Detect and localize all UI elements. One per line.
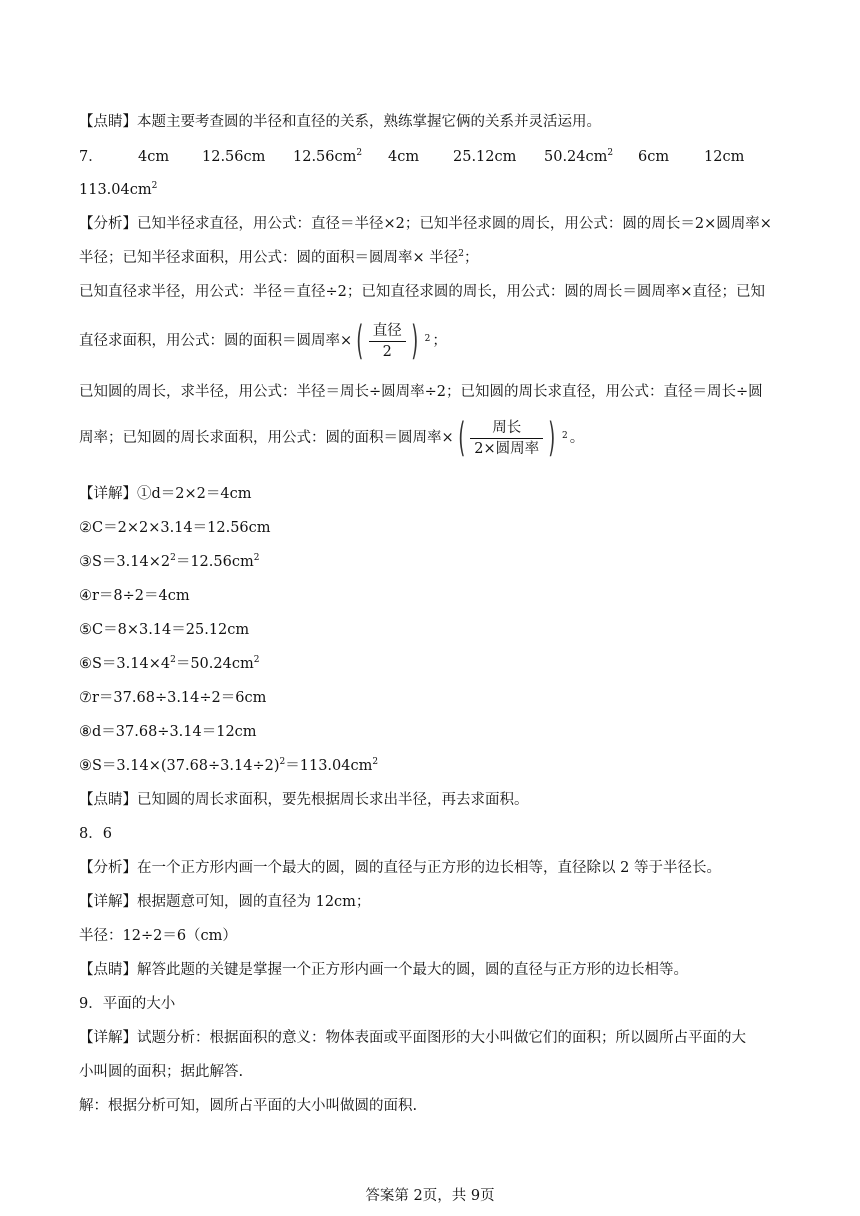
analysis-line-3: 已知直径求半径，用公式：半径＝直径÷2；已知直径求圆的周长，用公式：圆的周长＝圆周率×直径；已知 (79, 284, 766, 300)
q7-answer-5: 25.12cm (453, 149, 517, 165)
q7-answer-4: 4cm (388, 149, 420, 165)
analysis-line-1: 【分析】已知半径求直径，用公式：直径＝半径×2；已知半径求圆的周长，用公式：圆的周长＝2×圆周率× (79, 216, 772, 232)
page-footer: 答案第 2页，共 9页 (365, 1188, 495, 1204)
q9-detail-1: 【详解】试题分析：根据面积的意义：物体表面或平面图形的大小叫做它们的面积；所以圆所占平面的大 (79, 1030, 746, 1046)
q9-solution: 解：根据分析可知，圆所占平面的大小叫做圆的面积. (79, 1098, 418, 1114)
q7-answer-1: 4cm (138, 149, 170, 165)
answer-row-q7 (79, 147, 779, 167)
analysis-line-5: 已知圆的周长，求半径，用公式：半径＝周长÷圆周率÷2；已知圆的周长求直径，用公式：直径＝周长÷圆 (79, 384, 763, 400)
fraction-circumference-over-2pi: ( $\frac{\text{周长}}{\text{2×圆周率}}$ ) 2 (457, 415, 568, 461)
q7-answer-6: $50.24cm^2$ (544, 148, 614, 165)
q7-answer-8: 12cm (704, 149, 745, 165)
detail-line-9: $⑨S=3.14\times(37.68\div 3.14\div 2)^2=113.04cm^2$ (79, 757, 379, 774)
detail-line-6: $⑥S=3.14\times 4^2=50.24cm^2$ (79, 655, 260, 672)
detail-line-1: 【详解】①d＝2×2＝4cm (79, 486, 252, 502)
q7-answer-3: $12.56cm^2$ (293, 148, 363, 165)
q9-answer: 9．平面的大小 (79, 996, 176, 1012)
detail-line-7: ⑦r＝37.68÷3.14÷2＝6cm (79, 690, 267, 706)
analysis-line-4: 直径求面积，用公式：圆的面积＝圆周率× ( $\frac{\text{直径}}{2}$ ) 2 ； (79, 318, 447, 364)
detail-line-8: ⑧d＝37.68÷3.14＝12cm (79, 724, 257, 740)
q8-comment: 【点睛】解答此题的关键是掌握一个正方形内画一个最大的圆，圆的直径与正方形的边长相等。 (79, 962, 688, 978)
q7-number: 7． (79, 149, 103, 165)
analysis-line-2: 半径；已知半径求面积，用公式：圆的面积＝圆周率× 半径$^2$； (79, 249, 479, 266)
q9-detail-2: 小叫圆的面积；据此解答. (79, 1064, 244, 1080)
q7-answer-2: 12.56cm (202, 149, 266, 165)
q7-answer-9: $113.04cm^2$ (79, 181, 158, 198)
q7-answer-7: 6cm (638, 149, 670, 165)
comment-line-q7: 【点睛】已知圆的周长求面积，要先根据周长求出半径，再去求面积。 (79, 792, 529, 808)
fraction-diameter-over-2: ( $\frac{\text{直径}}{2}$ ) 2 (356, 318, 431, 364)
q8-detail-2: 半径：12÷2＝6（cm） (79, 928, 237, 944)
detail-line-3: $③S=3.14\times 2^2=12.56cm^2$ (79, 553, 260, 570)
detail-line-5: ⑤C＝8×3.14＝25.12cm (79, 622, 250, 638)
detail-line-4: ④r＝8÷2＝4cm (79, 588, 190, 604)
q8-analysis: 【分析】在一个正方形内画一个最大的圆，圆的直径与正方形的边长相等，直径除以 2 等于半径长。 (79, 860, 721, 876)
detail-line-2: ②C＝2×2×3.14＝12.56cm (79, 520, 271, 536)
comment-line-q6: 【点睛】本题主要考查圆的半径和直径的关系，熟练掌握它俩的关系并灵活运用。 (79, 114, 601, 130)
analysis-line-6: 周率；已知圆的周长求面积，用公式：圆的面积＝圆周率× ( $\frac{\text{周长}}{\text{2×圆周率}}$ ) 2 。 (79, 415, 585, 461)
q8-answer: 8．6 (79, 826, 112, 842)
q8-detail-1: 【详解】根据题意可知，圆的直径为 12cm； (79, 894, 371, 910)
